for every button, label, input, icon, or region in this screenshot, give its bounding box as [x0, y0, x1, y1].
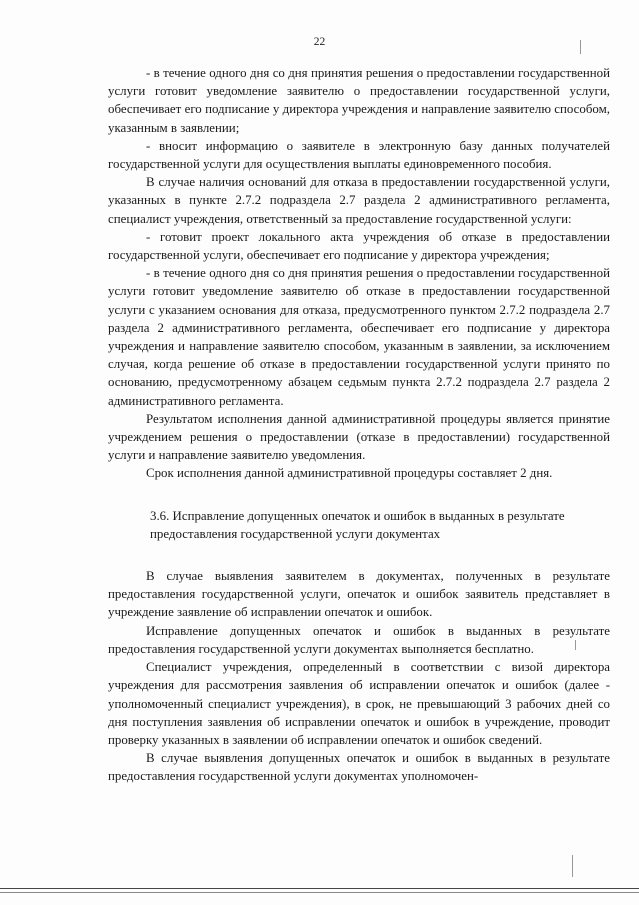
scan-artifact — [580, 40, 581, 54]
paragraph: В случае наличия оснований для отказа в предоставлении государственной услуги, указанных в пункте 2.7.2 подраздела 2.7 раздела 2 административного регламента, специалист учреждения, ответственный за предоставление государственной услуги: — [108, 175, 610, 226]
section-heading: 3.6. Исправление допущенных опечаток и ошибок в выданных в результате предоставления государственной услуги документах — [150, 508, 565, 541]
paragraph: - готовит проект локального акта учреждения об отказе в предоставлении государственной услуги, обеспечивает его подписание у директора учреждения; — [108, 229, 610, 263]
scan-artifact — [575, 640, 576, 650]
paragraph: Специалист учреждения, определенный в соответствии с визой директора учреждения для рассмотрения заявления об исправлении опечаток и ошибок (далее - уполномоченный специалист учреждения), в срок, не превышающий 3 рабочих дней со дня поступления заявления об исправлении опечаток и ошибок в учреждение, проводит проверку указанных в заявлении об исправлении опечаток и ошибок сведений. — [108, 660, 610, 747]
document-body — [108, 64, 610, 786]
paragraph: Срок исполнения данной административной процедуры составляет 2 дня. — [146, 466, 553, 481]
paragraph: Исправление допущенных опечаток и ошибок в выданных в результате предоставления государственной услуги документах выполняется бесплатно. — [108, 623, 610, 656]
page-bottom-edge — [0, 892, 639, 893]
paragraph: В случае выявления заявителем в документах, полученных в результате предоставления государственной услуги, опечаток и ошибок заявитель представляет в учреждение заявление об исправлении опечаток и ошибок. — [108, 569, 610, 620]
scan-artifact — [572, 855, 573, 877]
paragraph: - в течение одного дня со дня принятия решения о предоставлении государственной услуги готовит уведомление заявителю о предоставлении государственной услуги, обеспечивает его подписание у директора учреждения и направление заявителю способом, указанным в заявлении; — [108, 66, 610, 135]
paragraph: - в течение одного дня со дня принятия решения о предоставлении государственной услуги готовит уведомление заявителю об отказе в предоставлении государственной услуги с указанием основания для отказа, предусмотренного пунктом 2.7.2 подраздела 2.7 раздела 2 административного регламента, обеспечивает его подписание у директора учреждения и направление заявителю способом, указанным в заявлении, за исключением случая, когда решение об отказе в предоставлении государственной услуги принято по основанию, предусмотренному абзацем седьмым пункта 2.7.2 подраздела 2.7 раздела 2 административного регламента. — [108, 266, 610, 408]
paragraph: - вносит информацию о заявителе в электронную базу данных получателей государственной услуги для осуществления выплаты единовременного пособия. — [108, 138, 610, 172]
paragraph: Результатом исполнения данной административной процедуры является принятие учреждением решения о предоставлении (отказе в предоставлении) государственной услуги и направление заявителю уведомления. — [108, 411, 610, 463]
page-number: 22 — [313, 36, 326, 48]
page-bottom-edge — [0, 888, 639, 889]
paragraph: В случае выявления допущенных опечаток и ошибок в выданных в результате предоставления государственной услуги документах уполномочен- — [108, 751, 610, 784]
